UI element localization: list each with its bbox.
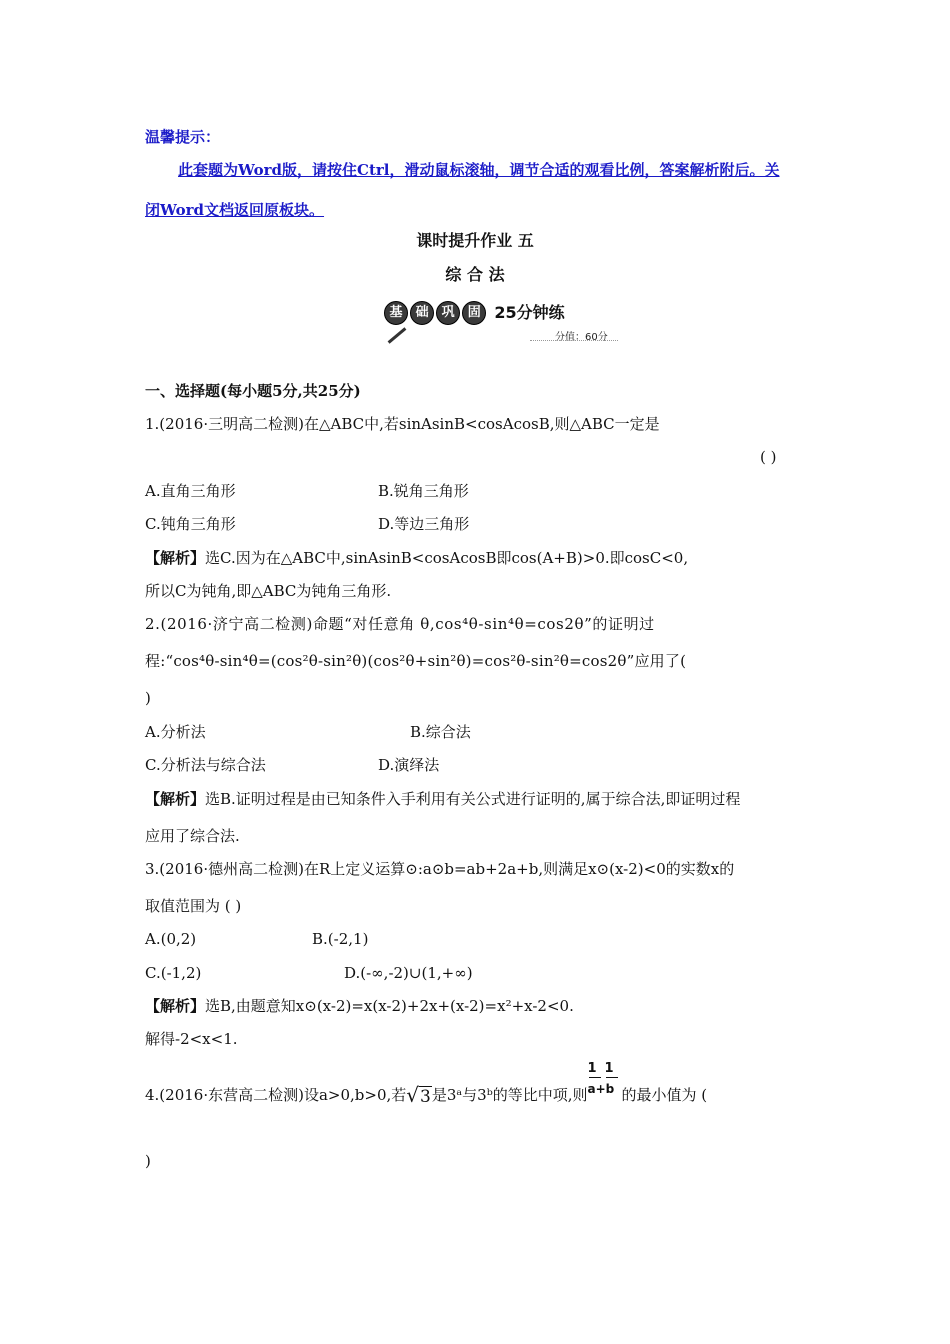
- q3-stem-2: 取值范围为 ( ): [145, 897, 242, 915]
- q3-option-b: B.(-2,1): [312, 930, 369, 948]
- notice-line-1[interactable]: 此套题为Word版，请按住Ctrl，滑动鼠标滚轴，调节合适的观看比例，答案解析附后。关: [178, 161, 780, 179]
- notice-line-2[interactable]: 闭Word文档返回原板块。: [145, 201, 325, 219]
- section-title: 一、选择题(每小题5分,共25分): [145, 382, 361, 400]
- q1-option-b: B.锐角三角形: [378, 482, 469, 500]
- badge-gong: 巩: [436, 301, 460, 325]
- q1-option-a: A.直角三角形: [145, 482, 236, 500]
- q4-fraction-numerators: 11: [587, 1061, 622, 1076]
- q4-stem-a: 4.(2016·东营高二检测)设a>0,b>0,若: [145, 1086, 407, 1104]
- q4-fraction: [587, 1061, 622, 1105]
- banner-time: 25分钟练: [494, 303, 565, 322]
- q4-fraction-denominators: a+b: [587, 1082, 615, 1096]
- q1-stem: 1.(2016·三明高二检测)在△ABC中,若sinAsinB<cosAcosB,则△ABC一定是: [145, 415, 660, 433]
- q3-analysis: [145, 996, 810, 1016]
- q1-analysis: [145, 548, 810, 568]
- q1-analysis-tag: 【解析】: [145, 549, 206, 567]
- sqrt-icon: √3: [406, 1083, 431, 1107]
- q2-analysis: [145, 789, 810, 809]
- q2-analysis-tag: 【解析】: [145, 790, 206, 808]
- badge-gu: 固: [462, 301, 486, 325]
- q4-stem-b: 是3ᵃ与3ᵇ的等比中项,则: [431, 1086, 588, 1104]
- page-title: 课时提升作业 五: [416, 231, 534, 250]
- fraction-bar-1: [589, 1077, 601, 1078]
- q1-analysis-text: 选C.因为在△ABC中,sinAsinB<cosAcosB即cos(A+B)>0.即cosC<0,: [205, 549, 689, 567]
- q3-analysis-tag: 【解析】: [145, 997, 206, 1015]
- q4-stem-c: 的最小值为 (: [621, 1086, 708, 1104]
- badge-ji: 基: [384, 301, 408, 325]
- q1-analysis-cont: 所以C为钝角,即△ABC为钝角三角形.: [145, 582, 392, 600]
- q4-sqrt-value: 3: [420, 1087, 431, 1107]
- q3-analysis-cont: 解得-2<x<1.: [145, 1030, 238, 1048]
- q2-option-b: B.综合法: [410, 723, 471, 741]
- badge-chu: 础: [410, 301, 434, 325]
- q3-analysis-text: 选B,由题意知x⊙(x-2)=x(x-2)+2x+(x-2)=x²+x-2<0.: [205, 997, 574, 1015]
- pencil-icon: [388, 327, 407, 343]
- q1-option-d: D.等边三角形: [378, 515, 470, 533]
- q4-stem-2: ): [145, 1152, 151, 1170]
- q2-stem-2: 程:“cos⁴θ-sin⁴θ=(cos²θ-sin²θ)(cos²θ+sin²θ)=cos²θ-sin²θ=cos2θ”应用了(: [145, 652, 687, 670]
- q2-option-a: A.分析法: [145, 723, 206, 741]
- q4-stem: [145, 1061, 810, 1107]
- q3-option-c: C.(-1,2): [145, 964, 202, 982]
- fraction-bar-2: [606, 1077, 618, 1078]
- q1-answer-paren: ( ): [760, 448, 777, 466]
- q2-stem-1: 2.(2016·济宁高二检测)命题“对任意角 θ,cos⁴θ-sin⁴θ=cos2θ”的证明过: [145, 615, 655, 633]
- q3-stem-1: 3.(2016·德州高二检测)在R上定义运算⊙:a⊙b=ab+2a+b,则满足x⊙(x-2)<0的实数x的: [145, 860, 735, 878]
- section-banner: [384, 301, 574, 325]
- score-label: 分值：60分: [555, 332, 608, 343]
- q3-option-a: A.(0,2): [145, 930, 197, 948]
- page-subtitle: 综 合 法: [445, 265, 505, 284]
- q1-option-c: C.钝角三角形: [145, 515, 236, 533]
- q2-option-d: D.演绎法: [378, 756, 440, 774]
- notice-title: 温馨提示：: [145, 128, 221, 146]
- q2-stem-3: ): [145, 689, 151, 707]
- score-divider: [530, 340, 618, 341]
- q2-analysis-cont: 应用了综合法.: [145, 827, 240, 845]
- q2-option-c: C.分析法与综合法: [145, 756, 266, 774]
- q2-analysis-text: 选B.证明过程是由已知条件入手利用有关公式进行证明的,属于综合法,即证明过程: [205, 790, 741, 808]
- q3-option-d: D.(-∞,-2)∪(1,+∞): [344, 964, 473, 982]
